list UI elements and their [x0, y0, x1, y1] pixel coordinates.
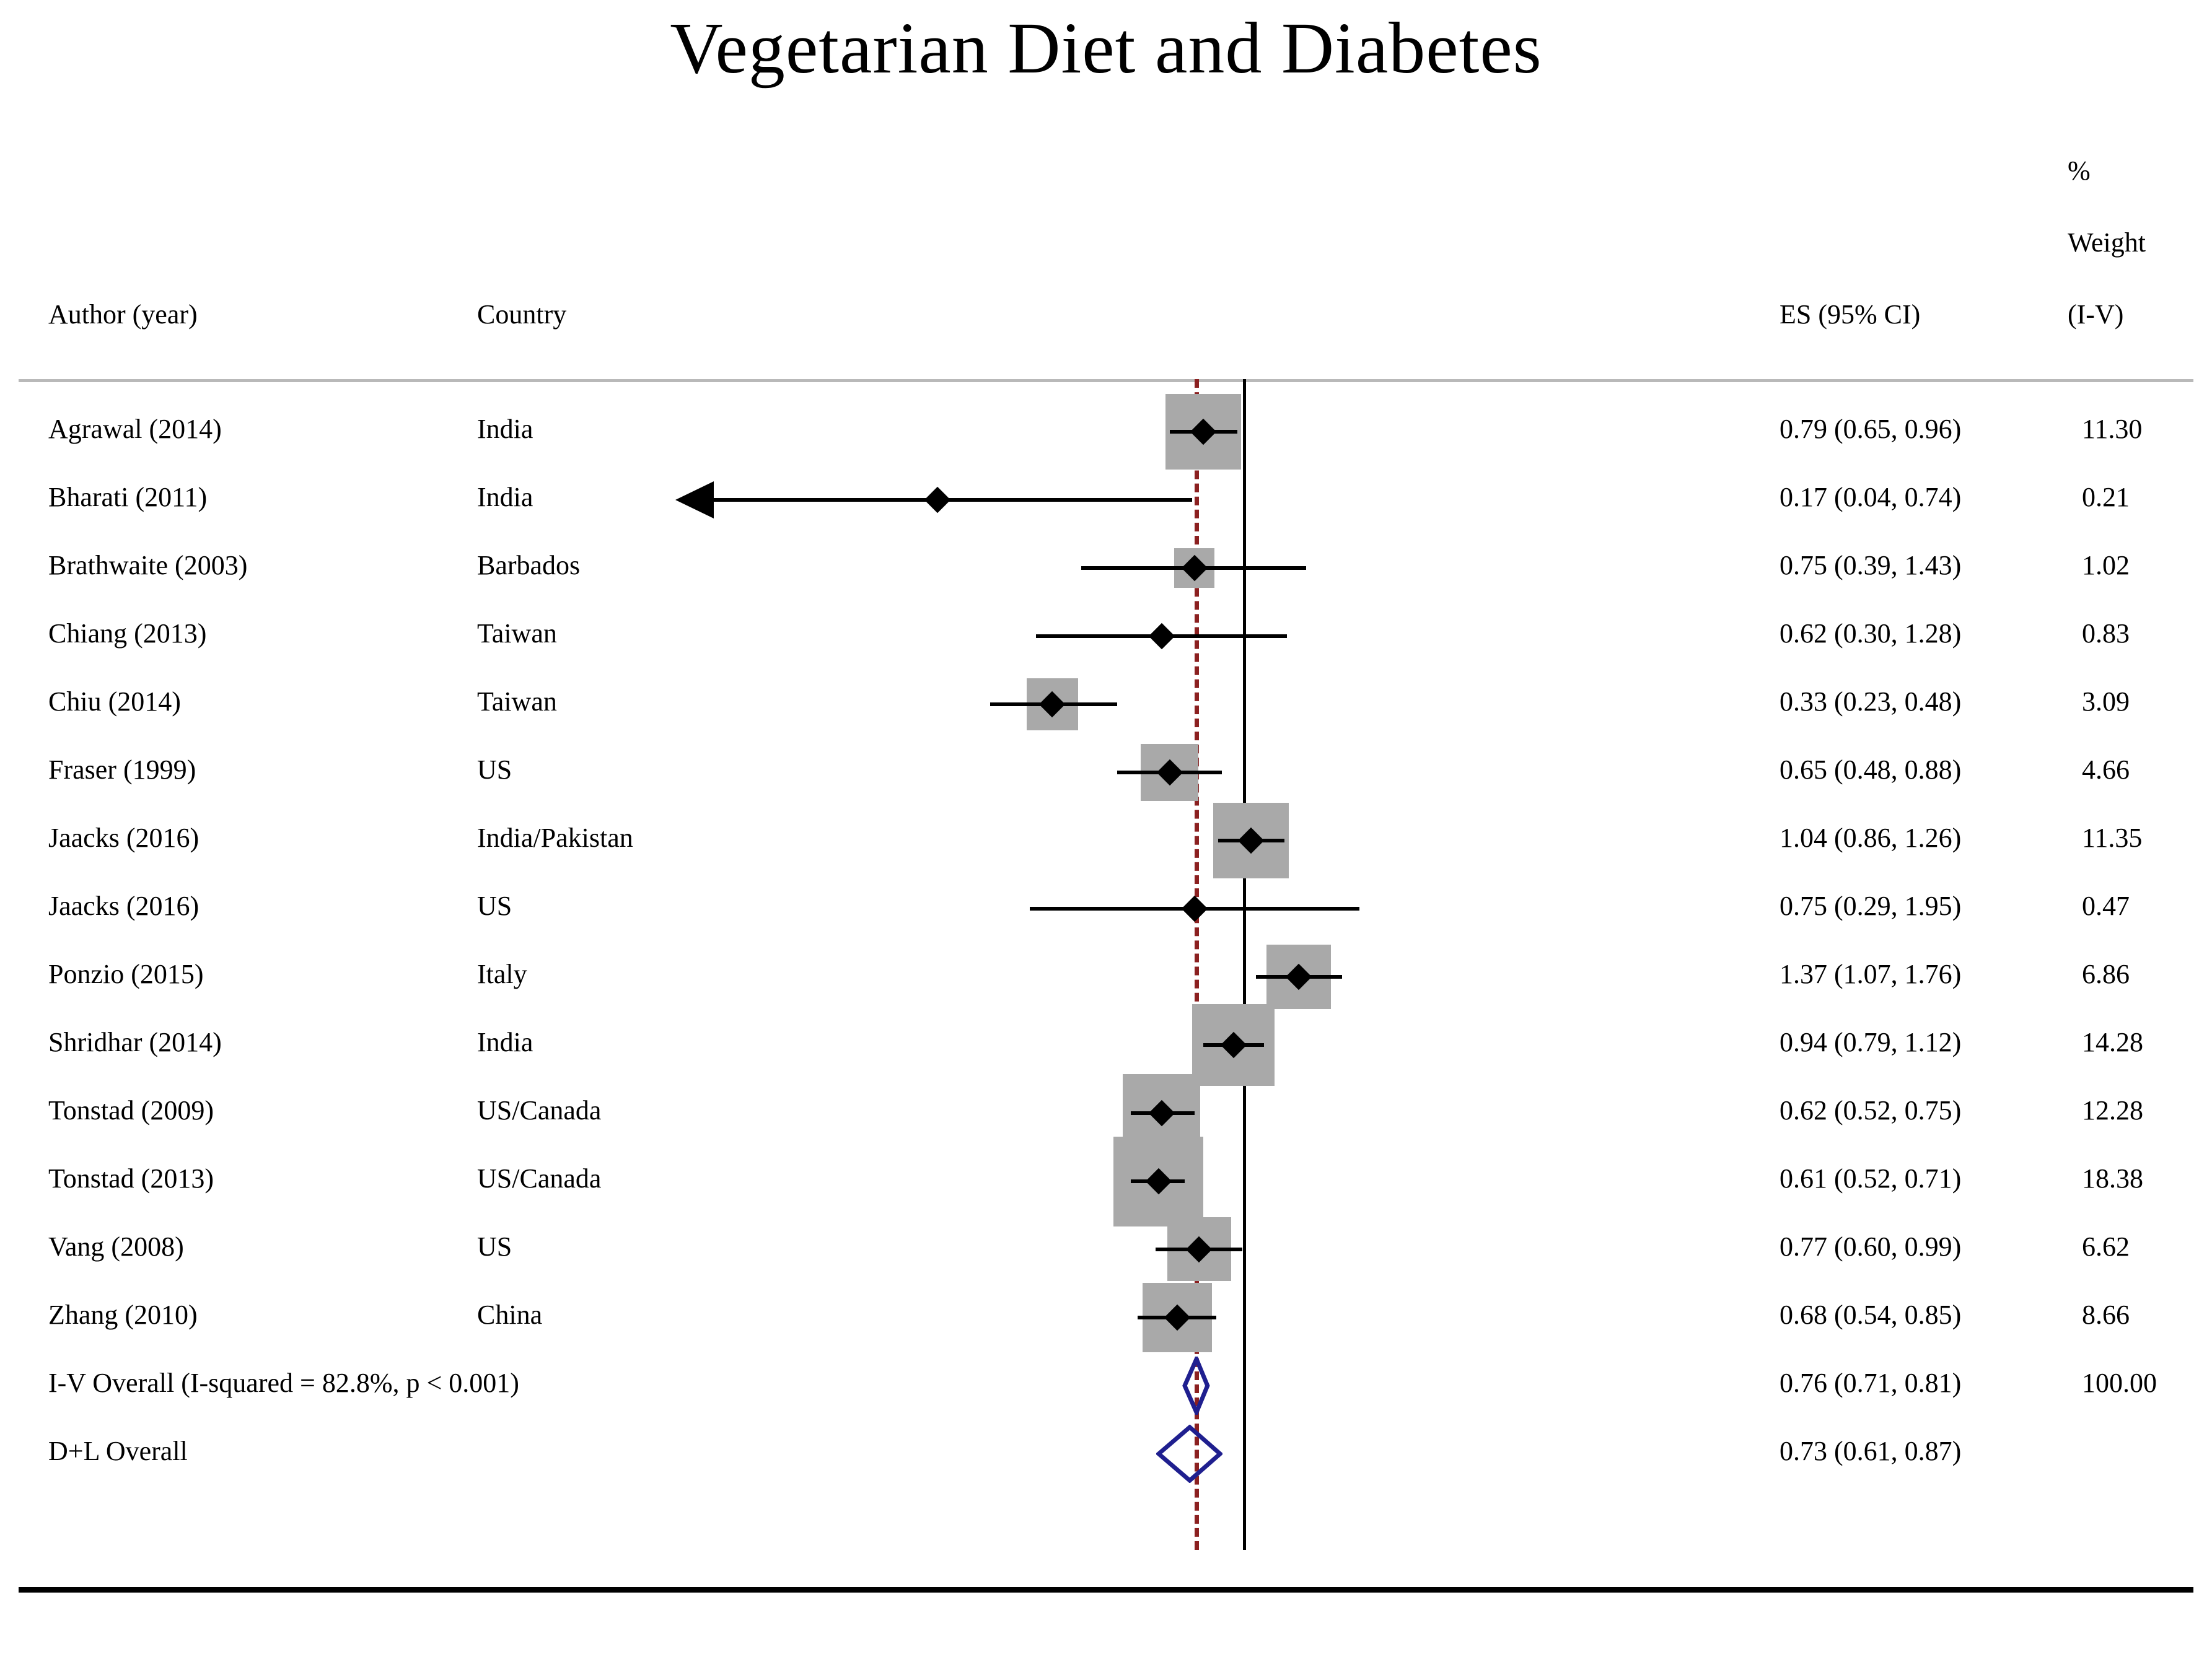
row-country: US — [477, 1231, 512, 1262]
header-effect-size: ES (95% CI) — [1780, 299, 1921, 330]
row-effect-size: 1.37 (1.07, 1.76) — [1780, 959, 1962, 989]
row-country: India — [477, 414, 533, 444]
row-author: Ponzio (2015) — [48, 959, 204, 989]
summary-weight: 100.00 — [2082, 1368, 2157, 1398]
row-weight: 1.02 — [2082, 550, 2130, 580]
row-country: US — [477, 754, 512, 785]
row-country: US/Canada — [477, 1095, 602, 1126]
row-weight: 14.28 — [2082, 1027, 2143, 1057]
row-country: India — [477, 482, 533, 512]
x-axis-line — [19, 1587, 2193, 1593]
null-effect-line — [1243, 379, 1246, 1550]
row-author: Agrawal (2014) — [48, 414, 222, 444]
row-author: Jaacks (2016) — [48, 823, 200, 853]
row-effect-size: 0.77 (0.60, 0.99) — [1780, 1231, 1962, 1262]
row-effect-size: 0.62 (0.52, 0.75) — [1780, 1095, 1962, 1126]
effect-size-marker — [1148, 623, 1174, 649]
header-author: Author (year) — [48, 299, 198, 330]
header-iv: (I-V) — [2068, 299, 2124, 330]
row-weight: 0.21 — [2082, 482, 2130, 512]
row-country: India/Pakistan — [477, 823, 633, 853]
row-author: Zhang (2010) — [48, 1300, 198, 1330]
row-country: China — [477, 1300, 543, 1330]
row-author: Tonstad (2009) — [48, 1095, 214, 1126]
effect-size-marker — [1181, 896, 1207, 922]
row-weight: 4.66 — [2082, 754, 2130, 785]
row-weight: 3.09 — [2082, 686, 2130, 717]
row-effect-size: 0.65 (0.48, 0.88) — [1780, 754, 1962, 785]
row-author: Chiang (2013) — [48, 618, 207, 649]
row-country: Italy — [477, 959, 527, 989]
plot-area — [0, 379, 2212, 1587]
header-weight: Weight — [2068, 227, 2146, 258]
row-country: Taiwan — [477, 686, 557, 717]
row-author: Vang (2008) — [48, 1231, 184, 1262]
row-weight: 6.62 — [2082, 1231, 2130, 1262]
row-effect-size: 0.75 (0.29, 1.95) — [1780, 891, 1962, 921]
row-author: Chiu (2014) — [48, 686, 181, 717]
row-weight: 0.47 — [2082, 891, 2130, 921]
row-weight: 11.30 — [2082, 414, 2143, 444]
row-effect-size: 1.04 (0.86, 1.26) — [1780, 823, 1962, 853]
row-weight: 12.28 — [2082, 1095, 2143, 1126]
row-author: Tonstad (2013) — [48, 1163, 214, 1194]
row-weight: 11.35 — [2082, 823, 2143, 853]
row-country: Taiwan — [477, 618, 557, 649]
row-author: Bharati (2011) — [48, 482, 208, 512]
row-effect-size: 0.62 (0.30, 1.28) — [1780, 618, 1962, 649]
row-effect-size: 0.33 (0.23, 0.48) — [1780, 686, 1962, 717]
summary-label: I-V Overall (I-squared = 82.8%, p < 0.001) — [48, 1368, 519, 1398]
row-country: Barbados — [477, 550, 581, 580]
row-author: Fraser (1999) — [48, 754, 196, 785]
page-title: Vegetarian Diet and Diabetes — [670, 7, 1542, 89]
summary-diamond — [1182, 1357, 1210, 1415]
header-percent: % — [2068, 155, 2091, 186]
row-weight: 0.83 — [2082, 618, 2130, 649]
row-country: India — [477, 1027, 533, 1057]
summary-label: D+L Overall — [48, 1436, 188, 1466]
effect-size-marker — [924, 487, 950, 513]
row-effect-size: 0.17 (0.04, 0.74) — [1780, 482, 1962, 512]
row-weight: 6.86 — [2082, 959, 2130, 989]
row-weight: 8.66 — [2082, 1300, 2130, 1330]
row-weight: 18.38 — [2082, 1163, 2143, 1194]
row-effect-size: 0.75 (0.39, 1.43) — [1780, 550, 1962, 580]
row-effect-size: 0.68 (0.54, 0.85) — [1780, 1300, 1962, 1330]
row-author: Jaacks (2016) — [48, 891, 200, 921]
row-country: US/Canada — [477, 1163, 602, 1194]
row-author: Brathwaite (2003) — [48, 550, 248, 580]
row-effect-size: 0.94 (0.79, 1.12) — [1780, 1027, 1962, 1057]
summary-effect-size: 0.73 (0.61, 0.87) — [1780, 1436, 1962, 1466]
truncation-arrow-icon — [675, 478, 719, 522]
row-effect-size: 0.79 (0.65, 0.96) — [1780, 414, 1962, 444]
summary-effect-size: 0.76 (0.71, 0.81) — [1780, 1368, 1962, 1398]
row-country: US — [477, 891, 512, 921]
row-effect-size: 0.61 (0.52, 0.71) — [1780, 1163, 1962, 1194]
row-author: Shridhar (2014) — [48, 1027, 222, 1057]
header-country: Country — [477, 299, 567, 330]
summary-diamond — [1156, 1425, 1222, 1483]
